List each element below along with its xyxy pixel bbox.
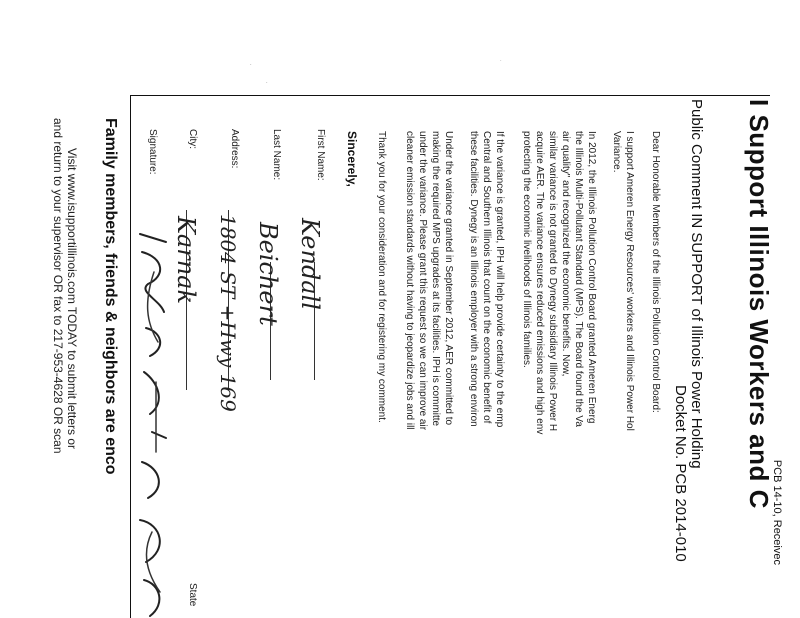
paragraph-line: air quality" and recognized the economic benefits. Now,: [560, 131, 571, 377]
paragraph-line: If the variance is granted, IPH will help provide certainty to the emp: [494, 131, 505, 428]
intro-line: Variance.: [611, 131, 622, 173]
address-label: Address:: [229, 129, 240, 169]
state-label: State: [187, 583, 198, 607]
paragraph-line: similar variance is not granted to Dynegy subsidiary Illinois Power H: [547, 131, 558, 432]
paragraph-line: acquire AER. The variance ensures reduced emissions and high env: [534, 131, 545, 435]
footer-line: Visit www.isupportillinois.com TODAY to submit letters or: [65, 148, 79, 449]
page-edge-left: [130, 95, 131, 618]
intro-line: I support Ameren Energy Resources' workers and Illinois Power Hol: [624, 131, 635, 431]
paragraph-line: the Illinois Multi-Pollutant Standard (MPS). The Board found the Va: [573, 131, 584, 427]
sincerely: Sincerely,: [345, 131, 359, 187]
last-name-label: Last Name:: [271, 129, 282, 181]
paragraph-line: Under the variance granted in September 2012, AER committed to: [443, 131, 454, 426]
scan-speck: ·: [500, 58, 502, 64]
footer-heading: Family members, friends & neighbors are enco: [102, 118, 119, 475]
paragraph-line: cleaner emission standards without having to jeopardize jobs and ill: [404, 131, 415, 430]
salutation: Dear Honorable Members of the Illinois Pollution Control Board:: [650, 131, 661, 413]
paragraph-line: In 2012, the Illinois Pollution Control Board granted Ameren Energ: [586, 131, 597, 424]
handwritten-city: Karnak: [172, 216, 200, 305]
received-stamp: PCB 14-10, Receivec: [771, 459, 783, 565]
docket-number: Docket No. PCB 2014-010: [672, 385, 689, 562]
paragraph-line: these facilities. Dynegy is an Illinois employer with a strong environ: [468, 131, 479, 427]
signature-label: Signature:: [147, 129, 158, 175]
handwritten-last-name: Beichert: [254, 222, 282, 326]
handwritten-signature: [136, 232, 172, 618]
page-title: I Support Illinois Workers and C: [744, 99, 774, 509]
page-edge-top: [130, 95, 770, 96]
paragraph-line: Central and Southern Illinois that count on the economic benefit of: [481, 131, 492, 424]
scan-speck: ·: [266, 80, 268, 86]
closing-line: Thank you for your consideration and for registering my comment.: [376, 131, 387, 423]
paragraph-line: protecting the economic livelihoods of Illinois families.: [521, 131, 532, 368]
handwritten-first-name: Kendall: [296, 218, 324, 310]
handwritten-address: 1804 ST +Hwy 169: [216, 214, 240, 412]
first-name-label: First Name:: [315, 129, 326, 181]
paragraph-line: under the variance. Please grant this request so we can improve air: [417, 131, 428, 431]
footer-line: and return to your supervisor OR fax to 217-953-4628 OR scan: [51, 118, 65, 454]
page-subtitle: Public Comment IN SUPPORT of Illinois Power Holding: [688, 99, 705, 469]
paragraph-line: making the required MPS upgrades at its facilities. IPH is committe: [430, 131, 441, 427]
scan-speck: ·: [250, 62, 252, 68]
city-label: City:: [187, 129, 198, 149]
